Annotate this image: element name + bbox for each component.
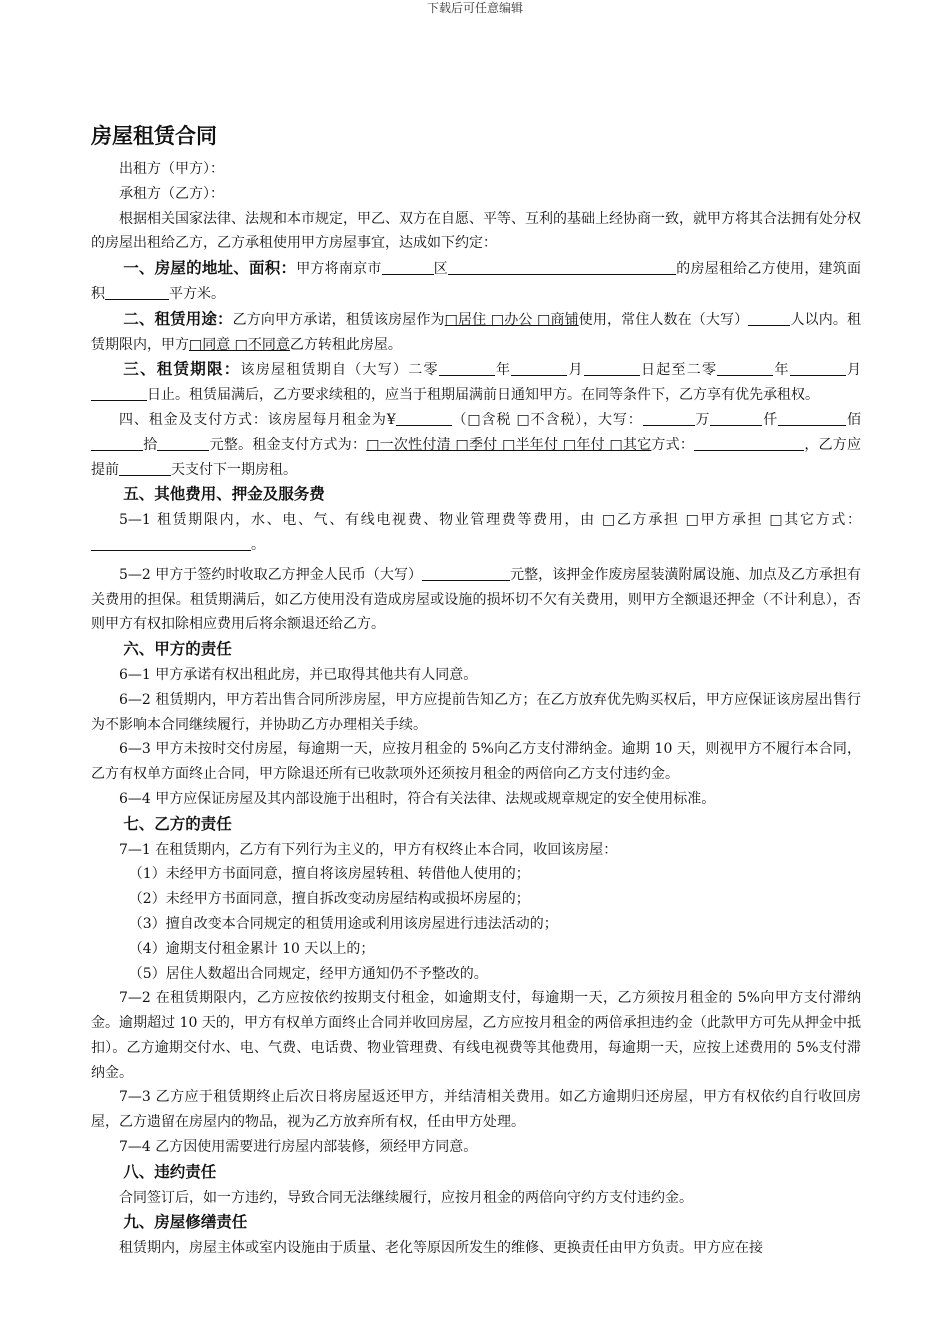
page-title: 房屋租赁合同 xyxy=(91,124,217,148)
payment-method-blank[interactable] xyxy=(694,435,804,451)
section-4-text: 方式： xyxy=(651,436,695,453)
clause-6-3: 6—3 甲方未按时交付房屋，每逾期一天，应按月租金的 5%向乙方支付滞纳金。逾期 10 天，则视甲方不履行本合同，乙方有权单方面终止合同，甲方除退还所有已收款项外还须按月租金的两倍向乙方支付违约金。 xyxy=(91,741,861,783)
section-6 xyxy=(91,637,861,663)
section-3-text: 年 xyxy=(773,362,790,379)
section-2-text: 人以内。租赁期限内，甲方 xyxy=(91,311,861,353)
section-2-text: 使用，常住人数在（大写） xyxy=(578,311,749,328)
lessor-line: 出租方（甲方）： xyxy=(119,161,224,177)
clause-6-2: 6—2 租赁期内，甲方若出售合同所涉房屋，甲方应提前告知乙方；在乙方放弃优先购买权后，甲方应保证该房屋出售行为不影响本合同继续履行，并协助乙方办理相关手续。 xyxy=(91,691,861,733)
section-1-heading: 一、房屋的地址、面积： xyxy=(123,259,297,278)
deposit-blank[interactable] xyxy=(422,565,510,581)
bai-blank[interactable] xyxy=(778,410,846,426)
clause-7-3: 7—3 乙方应于租赁期终止后次日将房屋返还甲方，并结清相关费用。如乙方逾期归还房屋，甲方有权依约自行收回房屋，乙方遗留在房屋内的物品，视为乙方放弃所有权，任由甲方处理。 xyxy=(91,1089,861,1131)
clause-5-2 xyxy=(91,563,861,637)
section-4-text: 天支付下一期房租。 xyxy=(171,461,297,478)
list-item: （3）擅自改变本合同规定的租赁用途或利用该房屋进行违法活动的； xyxy=(128,915,558,932)
section-2 xyxy=(91,307,861,358)
section-4-text: 元整。租金支付方式为： xyxy=(209,436,367,453)
section-4-text: 万 xyxy=(694,411,711,428)
section-5 xyxy=(91,482,861,508)
lessee-line: 承租方（乙方）： xyxy=(119,185,224,202)
area-blank[interactable] xyxy=(105,284,169,300)
list-item: （4）逾期支付租金累计 10 天以上的； xyxy=(128,940,375,957)
intro-paragraph: 根据相关国家法律、法规和本市规定，甲乙、双方在自愿、平等、互利的基础上经协商一致，就甲方将其合法拥有处分权的房屋出租给乙方，乙方承租使用甲方房屋事宜，达成如下约定： xyxy=(91,210,861,252)
header-note: 下载后可任意编辑 xyxy=(426,1,523,15)
clause-6-4: 6—4 甲方应保证房屋及其内部设施于出租时，符合有关法律、法规或规章规定的安全使用标准。 xyxy=(119,790,716,807)
address-blank[interactable] xyxy=(448,259,676,275)
clause-5-1 xyxy=(91,508,861,558)
other-fee-method-blank[interactable] xyxy=(91,535,251,551)
start-month-blank[interactable] xyxy=(511,360,567,376)
clause-5-2-text: 元整，该押金作废房屋装潢附属设施、加点及乙方承担有关费用的担保。租赁期满后，如乙方使用没有造成房屋或设施的损坏切不欠有关费用，则甲方全额退还押金（不计利息），否则甲方有权扣除相应费用后将余额退还给乙方。 xyxy=(91,566,862,633)
section-8-heading: 八、违约责任 xyxy=(123,1162,217,1181)
section-7-heading: 七、乙方的责任 xyxy=(123,814,232,833)
section-4-text: 四、租金及支付方式：该房屋每月租金为¥ xyxy=(119,411,396,428)
clause-7-2: 7—2 在租赁期限内，乙方应按依约按期支付租金，如逾期支付，每逾期一天，乙方须按月租金的 5%向甲方支付滞纳金。逾期超过 10 天的，甲方有权单方面终止合同并收回房屋，乙方应按月租金的两倍承担违约金（此款甲方可先从押金中抵扣）。乙方逾期交付水、电、气费、电话费、物业管理费、有线电视费等其他费用，每逾期一天，应按上述费用的 5%支付滞纳金。 xyxy=(91,990,861,1081)
section-4-text: 佰 xyxy=(846,411,862,428)
section-9 xyxy=(91,1210,861,1236)
section-3-text: 年 xyxy=(494,362,512,379)
section-8 xyxy=(91,1160,861,1186)
section-3-text: 该房屋租赁期自（大写）二零 xyxy=(240,362,439,379)
clause-6-1: 6—1 甲方承诺有权出租此房，并已取得其他共有人同意。 xyxy=(119,666,478,683)
yuan-blank[interactable] xyxy=(157,435,209,451)
section-3-heading: 三、租赁期限： xyxy=(123,360,241,379)
list-item: （1）未经甲方书面同意，擅自将该房屋转租、转借他人使用的； xyxy=(128,866,530,883)
section-3-text: 月 xyxy=(845,362,862,379)
shi-blank[interactable] xyxy=(91,435,143,451)
section-5-heading: 五、其他费用、押金及服务费 xyxy=(123,485,325,504)
section-3-text: 月 xyxy=(567,362,584,379)
residents-blank[interactable] xyxy=(748,310,790,326)
end-year-blank[interactable] xyxy=(717,360,773,376)
section-9-heading: 九、房屋修缮责任 xyxy=(123,1213,248,1232)
clause-7-1: 7—1 在租赁期内，乙方有下列行为主义的，甲方有权终止本合同，收回该房屋： xyxy=(119,841,618,858)
section-4-text: 仟 xyxy=(762,411,779,428)
list-item: （2）未经甲方书面同意，擅自拆改变动房屋结构或损坏房屋的； xyxy=(128,891,530,908)
list-item: （5）居住人数超出合同规定，经甲方通知仍不予整改的。 xyxy=(128,965,488,982)
section-4-text: ，乙方应提前 xyxy=(91,436,862,478)
section-3 xyxy=(91,357,861,408)
section-3-text: 日起至二零 xyxy=(639,362,718,379)
clause-8-1: 合同签订后，如一方违约，导致合同无法继续履行，应按月租金的两倍向守约方支付违约金。 xyxy=(119,1189,693,1206)
start-year-blank[interactable] xyxy=(439,360,495,376)
clause-5-1-end: 。 xyxy=(251,536,265,553)
clause-9-1: 租赁期内，房屋主体或室内设施由于质量、老化等原因所发生的维修、更换责任由甲方负责。甲方应在接 xyxy=(119,1240,763,1257)
section-2-text: 乙方转租此房屋。 xyxy=(289,336,402,353)
sublet-options[interactable]: □同意 □不同意 xyxy=(189,336,290,353)
section-1-text: 区 xyxy=(433,261,449,278)
section-2-text: 乙方向甲方承诺，租赁该房屋作为 xyxy=(232,311,445,328)
section-1-text: 的房屋租给乙方使用，建筑面积 xyxy=(91,261,862,302)
payment-options[interactable]: □一次性付清 □季付 □半年付 □年付 □其它 xyxy=(366,436,652,453)
section-4-text: 拾 xyxy=(143,436,158,453)
rent-amount-blank[interactable] xyxy=(396,410,452,426)
section-4-text: （□含税 □不含税），大写： xyxy=(451,411,643,428)
section-4 xyxy=(91,408,861,482)
section-3-text: 日止。租赁届满后，乙方要求续租的，应当于租期届满前日通知甲方。在同等条件下，乙方享有优先承租权。 xyxy=(147,387,819,404)
section-1 xyxy=(91,256,861,307)
start-day-blank[interactable] xyxy=(584,360,640,376)
section-1-text: 平方米。 xyxy=(169,285,225,302)
clause-5-2-text: 5—2 甲方于签约时收取乙方押金人民币（大写） xyxy=(119,566,423,583)
clause-5-1-text: 5—1 租赁期限内，水、电、气、有线电视费、物业管理费等费用，由 □乙方承担 □甲方承担 □其它方式： xyxy=(119,512,861,529)
usage-options[interactable]: □居住 □办公 □商铺 xyxy=(444,311,579,328)
section-7 xyxy=(91,812,861,838)
clause-7-4: 7—4 乙方因使用需要进行房屋内部装修，须经甲方同意。 xyxy=(119,1139,478,1156)
contract-document xyxy=(91,118,861,1261)
section-2-heading: 二、租赁用途： xyxy=(123,309,233,328)
section-1-text: 甲方将南京市 xyxy=(296,261,382,278)
district-blank[interactable] xyxy=(382,259,434,275)
wan-blank[interactable] xyxy=(643,410,695,426)
section-6-heading: 六、甲方的责任 xyxy=(123,640,232,659)
advance-days-blank[interactable] xyxy=(119,460,171,476)
qian-blank[interactable] xyxy=(710,410,762,426)
end-day-blank[interactable] xyxy=(91,385,147,401)
end-month-blank[interactable] xyxy=(790,360,846,376)
